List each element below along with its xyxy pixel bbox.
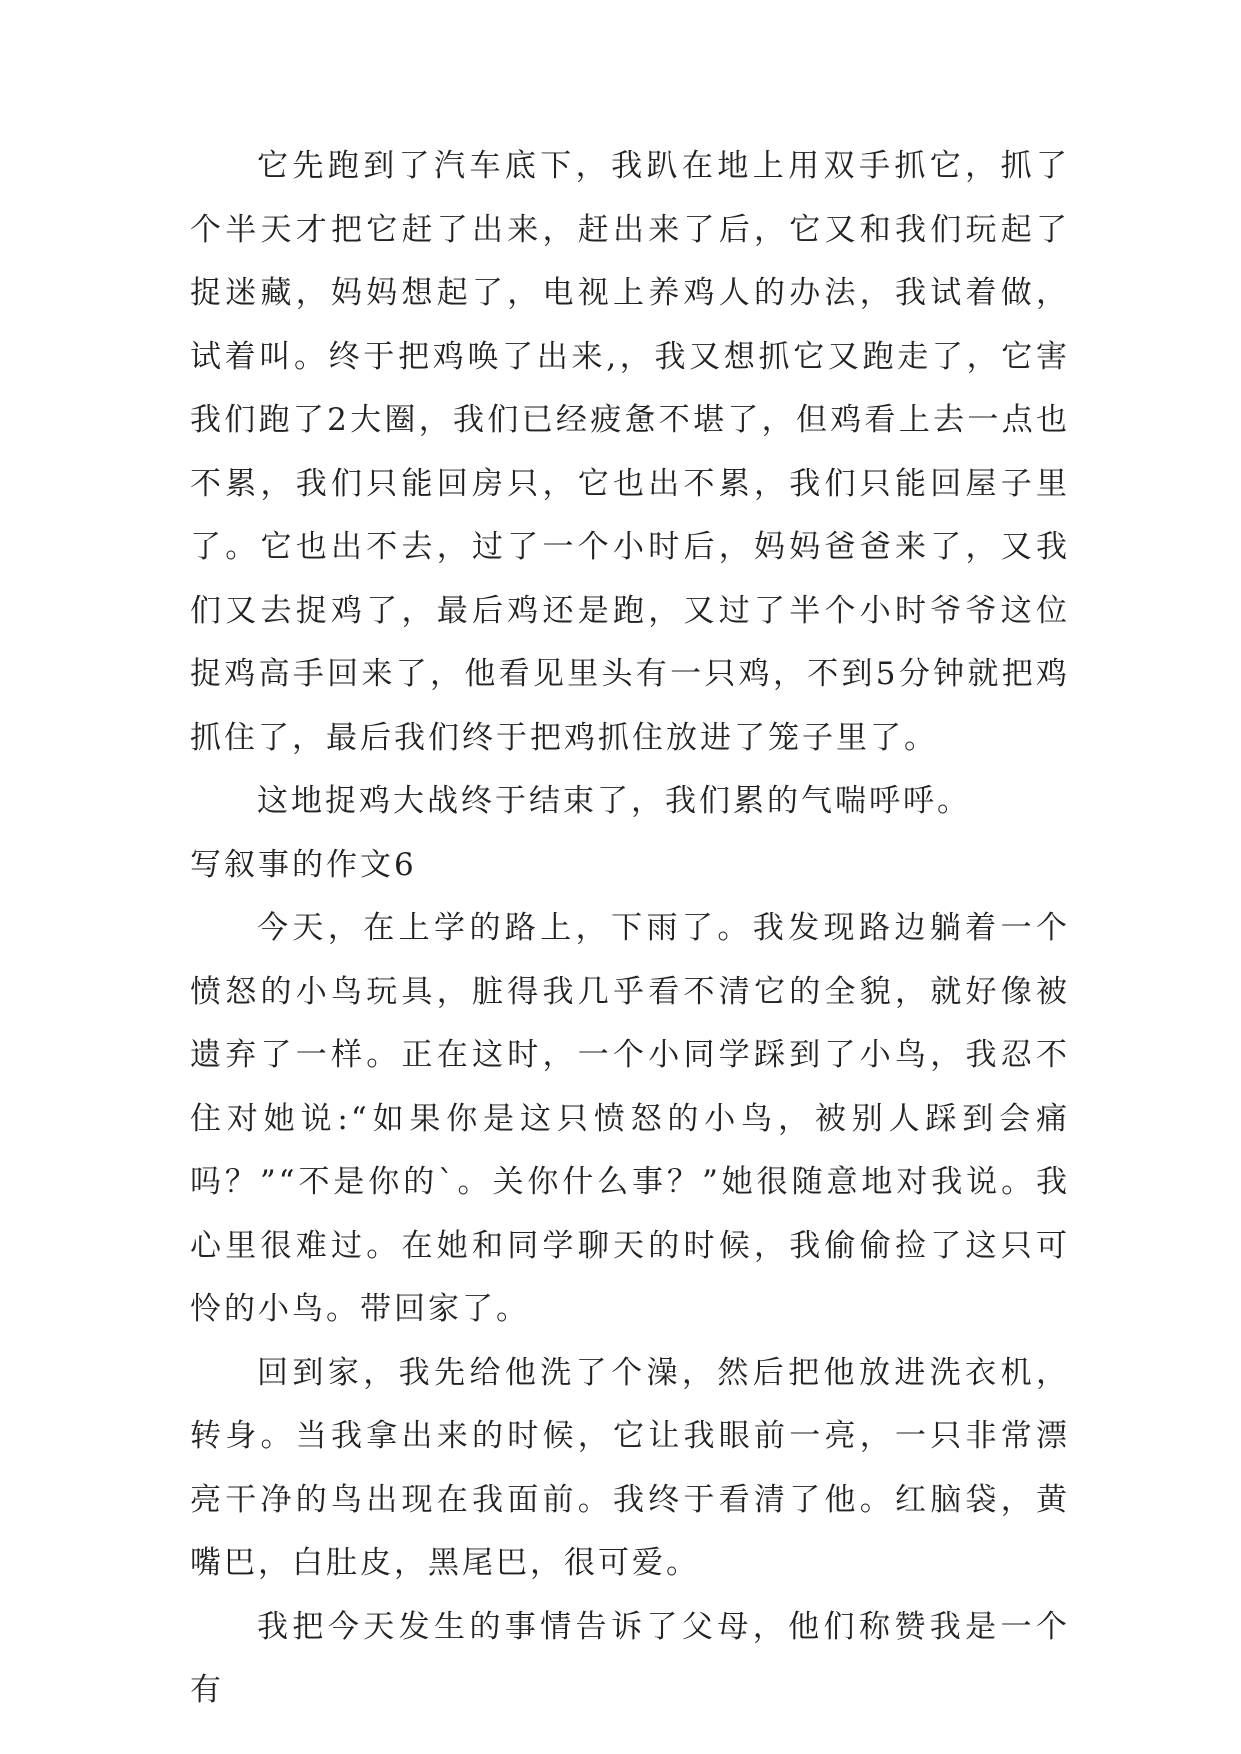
section-title: 写叙事的作文6 [190, 846, 417, 883]
paragraph-bird-washed: 回到家，我先给他洗了个澡，然后把他放进洗衣机，转身。当我拿出来的时候，它让我眼前一亮，一只非常漂亮干净的鸟出现在我面前。我终于看清了他。红脑袋，黄嘴巴，白肚皮，黑尾巴，很可爱。 [190, 1354, 1070, 1581]
document-body [190, 135, 1070, 1723]
paragraph-bird-found: 今天，在上学的路上，下雨了。我发现路边躺着一个愤怒的小鸟玩具，脏得我几乎看不清它的全貌，就好像被遗弃了一样。正在这时，一个小同学踩到了小鸟，我忍不住对她说:“如果你是这只愤怒的小鸟，被别人踩到会痛吗？”“不是你的`。关你什么事？”她很随意地对我说。我心里很难过。在她和同学聊天的时候，我偷偷捡了这只可怜的小鸟。带回家了。 [190, 910, 1070, 1327]
paragraph-chase-end: 这地捉鸡大战终于结束了，我们累的气喘呼呼。 [257, 783, 971, 819]
paragraph-chase-chicken: 它先跑到了汽车底下，我趴在地上用双手抓它，抓了个半天才把它赶了出来，赶出来了后，它又和我们玩起了捉迷藏，妈妈想起了，电视上养鸡人的办法，我试着做，试着叫。终于把鸡唤了出来,，我又想抓它又跑走了，它害我们跑了2大圈，我们已经疲惫不堪了，但鸡看上去一点也不累，我们只能回房只，它也出不累，我们只能回屋子里了。它也出不去，过了一个小时后，妈妈爸爸来了，又我们又去捉鸡了，最后鸡还是跑，又过了半个小时爷爷这位捉鸡高手回来了，他看见里头有一只鸡，不到5分钟就把鸡抓住了，最后我们终于把鸡抓住放进了笼子里了。 [190, 148, 1070, 756]
paragraph-told-parents: 我把今天发生的事情告诉了父母，他们称赞我是一个有 [190, 1608, 1070, 1708]
